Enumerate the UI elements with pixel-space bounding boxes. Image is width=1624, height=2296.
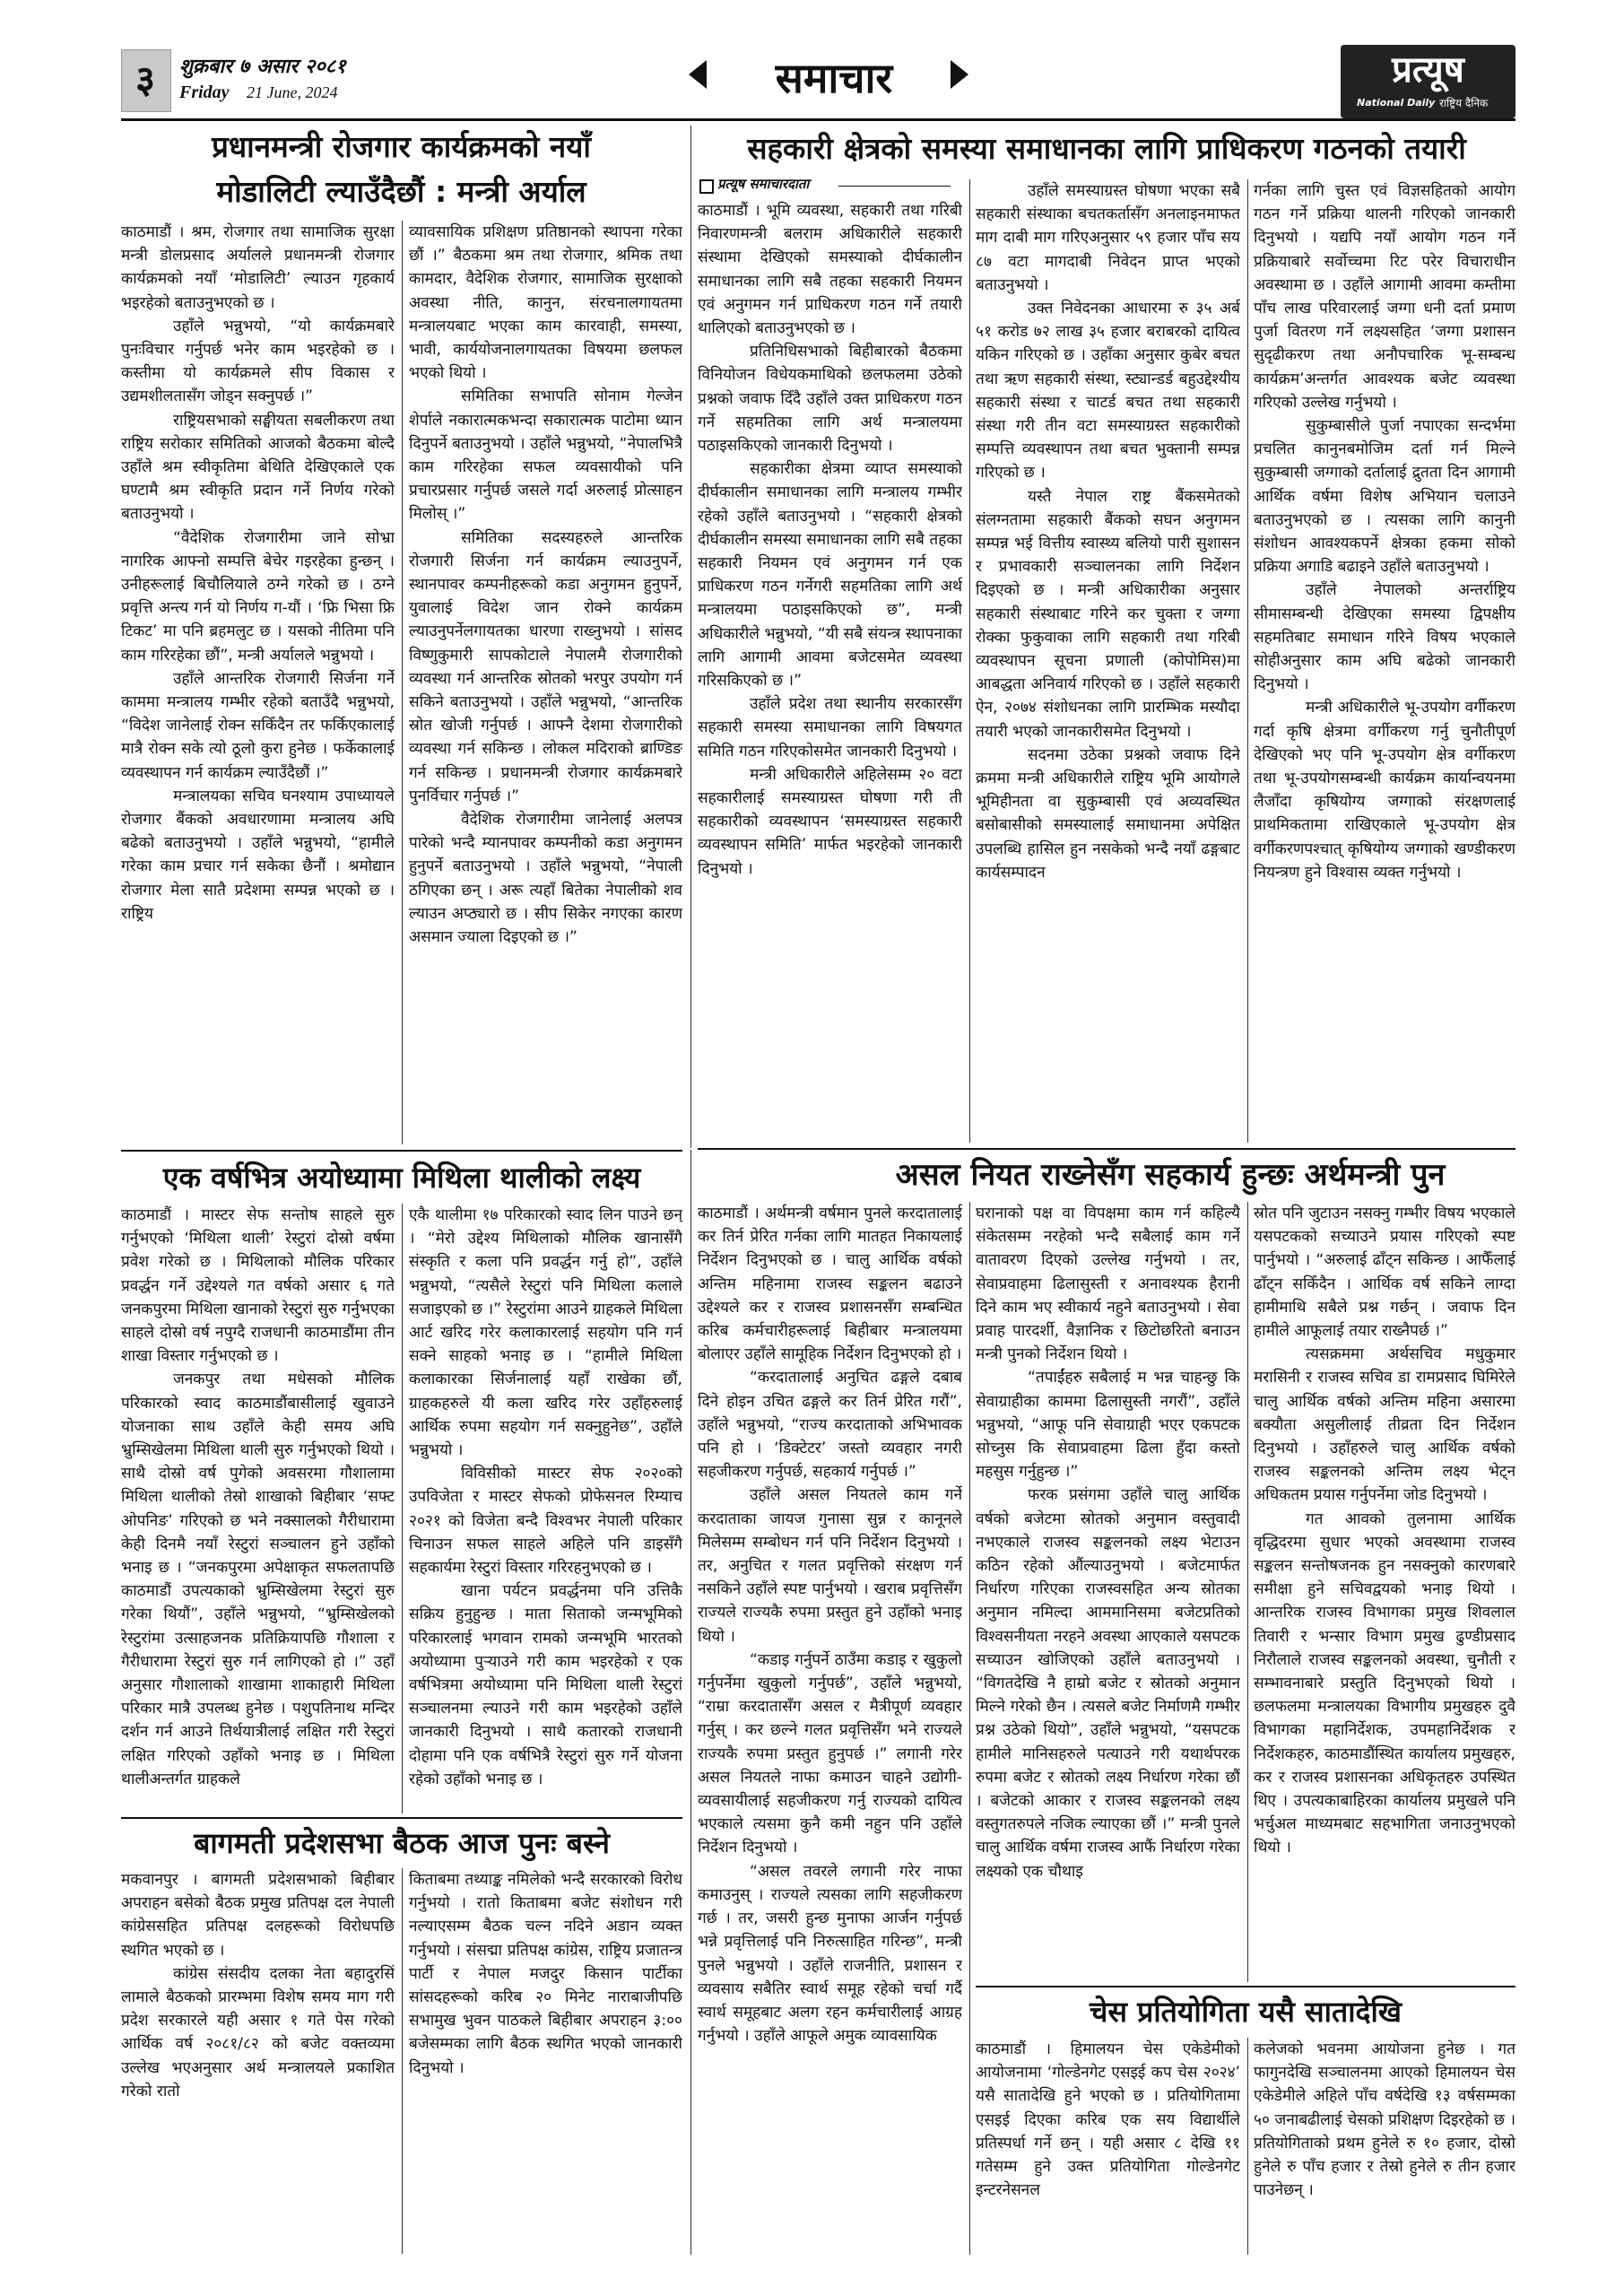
masthead-rule	[121, 118, 1515, 121]
paragraph: काठमाडौं । मास्टर सेफ सन्तोष साहले सुरु गर्नुभएको ‘मिथिला थाली’ रेस्टुरां दोस्रो वर्षमा प्रवेश गरेको छ । मिथिलाको मौलिक परिकार प्रवर्द्धन गर्ने उद्देश्यले गत वर्षको असार ६ गते जनकपुरमा मिथिला खानाको रेस्टुरां सुरु गर्नुभएका साहले दोस्रो वर्ष नपुग्दै राजधानी काठमाडौंमा तीन शाखा विस्तार गर्नुभएको छ ।	[121, 1206, 395, 1366]
paragraph: “तपाईंहरु सबैलाई म भन्न चाहन्छु कि सेवाग्राहीका काममा ढिलासुस्ती नगरौं”, उहाँले भन्नुभयो, “आफू पनि सेवाग्राही भएर एकपटक सोच्नुस कि सेवाप्रवाहमा ढिला हुँदा कस्तो महसुस गर्नुहुन्छ ।”	[976, 1369, 1240, 1482]
paragraph: सहकारीका क्षेत्रमा व्याप्त समस्याको दीर्घकालीन समाधानका लागि मन्त्रालय गम्भीर रहेको उहाँले बताउनुभयो । “सहकारी क्षेत्रको दीर्घकालीन समस्या समाधानका लागि सबै तहका सहकारी नियमन एवं अनुगमन गर्न एक प्राधिकरण गठन गर्नेगरी सहमतिका लागि अर्थ मन्त्रालयमा पठाइसकिएको छ”, मन्त्री अधिकारीले भन्नुभयो, “यी सबै संयन्त्र स्थापनाका लागि आगामी आवमा बजेटसमेत व्यवस्था गरिसकिएको छ ।”	[698, 460, 962, 691]
paragraph: उहाँले नेपालको अन्तर्राष्ट्रिय सीमासम्बन्धी देखिएका समस्या द्विपक्षीय सहमतिबाट समाधान गरिने विषय भएकाले सोहीअनुसार काम अघि बढेको जानकारी दिनुभयो ।	[1254, 581, 1515, 694]
article4-headline: बागमती प्रदेशसभा बैठक आज पुनः बस्ने	[194, 1826, 610, 1860]
article3-column-1	[121, 1204, 395, 1813]
paragraph: “असल तवरले लगानी गरेर नाफा कमाउनुस् । राज्यले त्यसका लागि सहजीकरण गर्छ । तर, जसरी हुन्छ मुनाफा आर्जन गर्नुपर्छ भन्ने प्रवृत्तिलाई पनि निरुत्साहित गरिन्छ”, मन्त्री पुनले भन्नुभयो । उहाँले राजनीति, प्रशासन र व्यवसाय सबैतिर स्वार्थ समूह रहेको चर्चा गर्दै स्वार्थ समूहबाट अलग रहन कर्मचारीलाई आग्रह गर्नुभयो । उहाँले आफूले अमुक व्यावसायिक	[698, 1862, 962, 2046]
article5-column-1	[698, 1202, 962, 2255]
article3-column-2	[409, 1204, 682, 1813]
logo-sub-left: National Daily	[1357, 97, 1436, 109]
column-divider	[969, 1202, 970, 2255]
paragraph: समितिका सभापति सोनाम गेल्जेन शेर्पाले नकारात्मकभन्दा सकारात्मक पाटोमा ध्यान दिनुपर्ने बताउनुभयो । उहाँले भन्नुभयो, “नेपालभित्रै काम गरिरहेका सफल व्यवसायीको पनि प्रचारप्रसार गर्नुपर्छ जसले गर्दा अरुलाई प्रोत्साहन मिलोस् ।”	[409, 387, 682, 524]
article1-headline-line1: प्रधानमन्त्री रोजगार कार्यक्रमको नयाँ	[212, 129, 591, 164]
paragraph: काठमाडौं । श्रम, रोजगार तथा सामाजिक सुरक्षा मन्त्री डोलप्रसाद अर्यालले प्रधानमन्त्री रोजगार कार्यक्रमको नयाँ ‘मोडालिटी’ ल्याउन गृहकार्य भइरहेको बताउनुभएको छ ।	[121, 223, 395, 312]
article6-column-2	[1254, 2038, 1515, 2255]
paragraph: जनकपुर तथा मधेसको मौलिक परिकारको स्वाद काठमाडौंबासीलाई खुवाउने योजनाका साथ उहाँले केही समय अघि भ्रुम्सिखेलमा मिथिला थाली सुरु गर्नुभएको थियो । साथै दोस्रो वर्ष पुगेको अवसरमा गौशालामा मिथिला थालीको तेस्रो शाखाको बिहीबार ‘सफ्ट ओपनिङ’ गरिएको छ भने नक्सालको गैरीधारामा केही दिनमै नयाँ रेस्टुरां सञ्चालन हुने उहाँको भनाइ छ । “जनकपुरमा अपेक्षाकृत सफलतापछि काठमाडौं उपत्यकाको भ्रुम्सिखेलमा रेस्टुरां सुरु गरेका थियौं”, उहाँले भन्नुभयो, “भ्रुम्सिखेलको रेस्टुरांमा उत्साहजनक प्रतिक्रियापछि गौशाला र गैरीधारामा रेस्टुरां सुरु गर्न लागिएको हो ।” उहाँ अनुसार गौशालाको शाखामा शाकाहारी मिथिला परिकार मात्रै उपलब्ध हुनेछ । पशुपतिनाथ मन्दिर दर्शन गर्न आउने तिर्थयात्रीलाई लक्षित गरी रेस्टुरां लक्षित गरिएको उहाँको भनाइ छ । मिथिला थालीअन्तर्गत ग्राहकले	[121, 1370, 395, 1788]
article6-headline: चेस प्रतियोगिता यसै सातादेखि	[1090, 1995, 1402, 2029]
paragraph: स्रोत पनि जुटाउन नसक्नु गम्भीर विषय भएकाले यसपटकको सच्याउने प्रयास गरिएको स्पष्ट पार्नुभयो । “अरुलाई ढाँट्न सकिन्छ । आफैँलाई ढाँट्न सकिँदैन । आर्थिक वर्ष सकिने लाग्दा हामीमाथि सबैले प्रश्न गर्छन् । जवाफ दिन हामीले आफूलाई तयार राख्नैपर्छ ।”	[1254, 1205, 1515, 1341]
column-divider	[969, 179, 970, 1143]
paragraph: कांग्रेस संसदीय दलका नेता बहादुरसिं लामाले बैठकको प्रारम्भमा विशेष समय माग गरी प्रदेश सरकारले यही असार १ गते पेस गरेको आर्थिक वर्ष २०८१/८२ को बजेट वक्तव्यमा उल्लेख भएअनुसार अर्थ मन्त्रालयले प्रकाशित गरेको रातो	[121, 1964, 395, 2100]
column-divider	[1247, 179, 1248, 1143]
column-divider	[402, 1868, 403, 2254]
column-divider	[1247, 2038, 1248, 2255]
paragraph: समितिका सदस्यहरुले आन्तरिक रोजगारी सिर्जना गर्न कार्यक्रम ल्याउनुपर्ने, स्थानपावर कम्पनीहरूको कडा अनुगमन हुनुपर्ने, युवालाई विदेश जान रोक्ने कार्यक्रम ल्याउनुपर्नेलगायतका धारणा राख्नुभयो । सांसद विष्णुकुमारी सापकोटाले नेपालमै रोजगारीको व्यवस्था गर्न आन्तरिक स्रोतको भरपुर उपयोग गर्न सकिने बताउनुभयो । उहाँले भन्नुभयो, “आन्तरिक स्रोत खोजी गर्नुपर्छ । आफ्नै देशमा रोजगारीको व्यवस्था गर्न सकिन्छ । लोकल मदिराको ब्राण्डिङ गर्न सकिन्छ । प्रधानमन्त्री रोजगार कार्यक्रमबारे पुनर्विचार गर्नुपर्छ ।”	[409, 528, 682, 805]
paragraph: उहाँले आन्तरिक रोजगारी सिर्जना गर्ने काममा मन्त्रालय गम्भीर रहेको बताउँदै भन्नुभयो, “विदेश जानेलाई रोक्न सकिँदैन तर फर्किएकालाई मात्रै रोक्न सके त्यो ठूलो कुरा हुनेछ । फर्केकालाई व्यवस्थापन गर्न कार्यक्रम ल्याउँदैछौं ।”	[121, 669, 395, 782]
paragraph: कलेजको भवनमा आयोजना हुनेछ । गत फागुनदेखि सञ्चालनमा आएको हिमालयन चेस एकेडेमीले अहिले पाँच वर्षदेखि १३ वर्षसम्मका ५० जनाबढीलाई चेसको प्रशिक्षण दिइरहेको छ । प्रतियोगिताको प्रथम हुनेले रु १० हजार, दोस्रो हुनेले रु पाँच हजार र तेस्रो हुनेले रु तीन हजार पाउनेछन् ।	[1254, 2040, 1515, 2200]
paragraph: काठमाडौं । अर्थमन्त्री वर्षमान पुनले करदातालाई कर तिर्न प्रेरित गर्नका लागि मातहत निकायलाई निर्देशन दिनुभएको छ । चालु आर्थिक वर्षको अन्तिम महिनामा राजस्व सङ्कलन बढाउने उद्देश्यले कर र राजस्व प्रशासनसँग सम्बन्धित करिब कर्मचारीहरूलाई बिहीबार मन्त्रालयमा बोलाएर उहाँले सामूहिक निर्देशन दिनुभएको हो ।	[698, 1205, 962, 1364]
date-english-day: Friday	[179, 83, 230, 102]
paragraph: “करदातालाई अनुचित ढङ्गले दबाब दिने होइन उचित ढङ्गले कर तिर्न प्रेरित गरौं”, उहाँले भन्नुभयो, “राज्य करदाताको अभिभावक पनि हो । ‘डिक्टेटर’ जस्तो व्यवहार नगरी सहजीकरण गर्नुपर्छ, सहकार्य गर्नुपर्छ ।”	[698, 1369, 962, 1482]
paragraph: त्यसक्रममा अर्थसचिव मधुकुमार मरासिनी र राजस्व सचिव डा रामप्रसाद घिमिरेले चालु आर्थिक वर्षको अन्तिम महिना असारमा बक्यौता असुलीलाई तीव्रता दिन निर्देशन दिनुभयो । उहाँहरुले चालु आर्थिक वर्षको राजस्व सङ्कलनको अन्तिम लक्ष्य भेट्न अधिकतम प्रयास गर्नुपर्नेमा जोड दिनुभयो ।	[1254, 1345, 1515, 1505]
section-rule	[121, 1150, 682, 1152]
article1-column-2	[409, 221, 682, 1144]
logo-text: प्रत्यूष	[1392, 48, 1464, 91]
article4-column-2	[409, 1868, 682, 2254]
paragraph: मन्त्री अधिकारीले अहिलेसम्म २० वटा सहकारीलाई समस्याग्रस्त घोषणा गरी ती सहकारीको व्यवस्थापन ‘समस्याग्रस्त सहकारी व्यवस्थापन समिति’ मार्फत भइरहेको जानकारी दिनुभयो ।	[698, 765, 962, 878]
column-divider	[402, 221, 403, 1144]
paragraph: काठमाडौं । भूमि व्यवस्था, सहकारी तथा गरिबी निवारणमन्त्री बलराम अधिकारीले सहकारी संस्थामा देखिएको समस्याको दीर्घकालीन समाधानका लागि सबै तहका सहकारी नियमन एवं अनुगमन गर्न प्राधिकरण गठन गर्ने तयारी थालिएको बताउनुभएको छ ।	[698, 202, 962, 338]
paragraph: किताबमा तथ्याङ्क नमिलेको भन्दै सरकारको विरोध गर्नुभयो । रातो किताबमा बजेट संशोधन गरी नल्याएसम्म बैठक चल्न नदिने अडान व्यक्त गर्नुभयो । संसद्मा प्रतिपक्ष कांग्रेस, राष्ट्रिय प्रजातन्त्र पार्टी र नेपाल मजदुर किसान पार्टीका सांसदहरूको करिब २० मिनेट नाराबाजीपछि सभामुख भुवन पाठकले बिहीबार अपराहन ३:०० बजेसम्मका लागि बैठक स्थगित भएको जानकारी दिनुभयो ।	[409, 1871, 682, 2077]
section-left-arrow-icon	[689, 60, 707, 89]
section-right-arrow-icon	[951, 60, 968, 89]
article2-column-1	[698, 199, 962, 1143]
paragraph: व्यावसायिक प्रशिक्षण प्रतिष्ठानको स्थापना गरेका छौं ।” बैठकमा श्रम तथा रोजगार, श्रमिक तथा कामदार, वैदेशिक रोजगार, सामाजिक सुरक्षाको अवस्था नीति, कानुन, संरचनालगायतमा मन्त्रालयबाट भएका काम कारवाही, समस्या, भावी, कार्ययोजनालगायतका विषयमा छलफल भएको थियो ।	[409, 223, 682, 383]
section-rule	[698, 1148, 1515, 1150]
paragraph: गर्नका लागि चुस्त एवं विज्ञसहितको आयोग गठन गर्ने प्रक्रिया थालनी गरिएको जानकारी दिनुभयो । यद्यपि नयाँ आयोग गठन गर्ने प्रक्रियाबारे सर्वोच्चमा रिट परेर विचाराधीन अवस्थामा छ । उहाँले आगामी आवमा कम्तीमा पाँच लाख परिवारलाई जग्गा धनी दर्ता प्रमाण पुर्जा वितरण गर्ने लक्ष्यसहित ‘जग्गा प्रशासन सुदृढीकरण तथा अनौपचारिक भू-सम्बन्ध कार्यक्रम’अन्तर्गत आवश्यक बजेट व्यवस्था गरिएको उल्लेख गर्नुभयो ।	[1254, 182, 1515, 412]
article4-column-1	[121, 1868, 395, 2254]
article3-headline: एक वर्षभित्र अयोध्यामा मिथिला थालीको लक्ष्य	[162, 1161, 641, 1195]
section-divider	[690, 126, 691, 1148]
paragraph: मकवानपुर । बागमती प्रदेशसभाको बिहीबार अपराहन बसेको बैठक प्रमुख प्रतिपक्ष दल नेपाली कांग्रेससहित प्रतिपक्ष दलहरूको विरोधपछि स्थगित भएको छ ।	[121, 1871, 395, 1960]
article1-headline-line2: मोडालिटी ल्याउँदैछौं : मन्त्री अर्याल	[216, 174, 586, 209]
article2-byline: प्रत्यूष समाचारदाता	[717, 176, 810, 192]
paragraph: वैदेशिक रोजगारीमा जानेलाई अलपत्र पारेको भन्दै म्यानपावर कम्पनीको कडा अनुगमन हुनुपर्ने बताउनुभयो । उहाँले भन्नुभयो, “नेपाली ठगिएका छन् । अरू त्यहाँ बितेका नेपालीको शव ल्याउन अप्ठ्यारो छ । सीप सिकेर नगएका कारण असमान ज्याला दिइएको छ ।”	[409, 811, 682, 947]
column-divider	[402, 1204, 403, 1813]
logo-sub-right: राष्ट्रिय दैनिक	[1439, 97, 1489, 109]
article6-column-1	[976, 2038, 1240, 2255]
paragraph: यस्तै नेपाल राष्ट्र बैंकसमेतको संलग्नतामा सहकारी बैंकको सघन अनुगमन सम्पन्न भई वित्तीय स्वास्थ्य बलियो पारी सुशासन र प्रभावकारी सञ्चालनका लागि निर्देशन दिइएको छ । मन्त्री अधिकारीका अनुसार सहकारी संस्थाबाट गरिने कर चुक्ता र जग्गा रोक्का फुकुवाका लागि सहकारी तथा गरिबी व्यवस्थापन सूचना प्रणाली (कोपोमिस)मा आबद्धता अनिवार्य गरिएको छ । उहाँले सहकारी ऐन, २०७४ संशोधनका लागि प्रारम्भिक मस्यौदा तयारी भएको जानकारीसमेत दिनुभयो ।	[976, 487, 1240, 741]
paragraph: विविसीको मास्टर सेफ २०२०को उपविजेता र मास्टर सेफको प्रोफेसनल रिम्याच २०२१ को विजेता बन्दै विश्वभर नेपाली परिकार चिनाउन सफल साहले अहिले पनि डाइसँगै सहकार्यमा रेस्टुरां विस्तार गरिरहनुभएको छ ।	[409, 1465, 682, 1578]
paragraph: सुकुम्बासीले पुर्जा नपाएका सन्दर्भमा प्रचलित कानुनबमोजिम दर्ता गर्न मिल्ने सुकुम्बासी जग्गाको दर्तालाई द्रुतता दिन आगामी आर्थिक वर्षमा विशेष अभियान चलाउने बताउनुभएको छ । त्यसका लागि कानुनी संशोधन आवश्यकपर्ने क्षेत्रका हकमा सोको प्रक्रिया अगाडि बढाइने उहाँले बताउनुभयो ।	[1254, 417, 1515, 577]
paragraph: प्रतिनिधिसभाको बिहीबारको बैठकमा विनियोजन विधेयकमाथिको छलफलमा उठेको प्रश्नको जवाफ दिँदै उहाँले उक्त प्राधिकरण गठन गर्ने सहमतिका लागि अर्थ मन्त्रालयमा पठाइसकिएको जानकारी दिनुभयो ।	[698, 343, 962, 456]
paragraph: उहाँले भन्नुभयो, “यो कार्यक्रमबारे पुनःविचार गर्नुपर्छ भनेर काम भइरहेको छ । कस्तीमा यो कार्यक्रमले सीप विकास र उद्यमशीलतासँग जोड्न सक्नुपर्छ ।”	[121, 317, 395, 406]
paragraph: उहाँले असल नियतले काम गर्ने करदाताका जायज गुनासा सुन्न र कानूनले मिलेसम्म सम्बोधन गर्न पनि निर्देशन दिनुभयो । तर, अनुचित र गलत प्रवृत्तिको संरक्षण गर्न नसकिने उहाँले स्पष्ट पार्नुभयो । खराब प्रवृत्तिसँग राज्यले राज्यकै रुपमा प्रस्तुत हुने उहाँको भनाइ थियो ।	[698, 1486, 962, 1646]
paragraph: उहाँले प्रदेश तथा स्थानीय सरकारसँग सहकारी समस्या समाधानका लागि विषयगत समिति गठन गरिएकोसमेत जानकारी दिनुभयो ।	[698, 695, 962, 761]
section-title: समाचार	[775, 54, 893, 102]
section-divider	[690, 1150, 691, 2255]
article2-headline: सहकारी क्षेत्रको समस्या समाधानका लागि प्राधिकरण गठनको तयारी	[747, 131, 1466, 166]
paragraph: मन्त्रालयका सचिव घनश्याम उपाध्यायले रोजगार बैंकको अवधारणामा मन्त्रालय अघि बढेको बताउनुभयो । उहाँले भन्नुभयो, “हामीले गरेका काम प्रचार गर्न सकेका छैनौं । श्रमोद्यान रोजगार मेला सातै प्रदेशमा सम्पन्न भएको छ । राष्ट्रिय	[121, 787, 395, 923]
paragraph: मन्त्री अधिकारीले भू-उपयोग वर्गीकरण गर्दा कृषि क्षेत्रमा वर्गीकरण गर्नु चुनौतीपूर्ण देखिएको भए पनि भू-उपयोग क्षेत्र वर्गीकरण तथा भू-उपयोगसम्बन्धी कार्यक्रम कार्यान्वयनमा लैजाँदा कृषियोग्य जग्गाको संरक्षणलाई प्राथमिकतामा राखिएकाले भू-उपयोग क्षेत्र वर्गीकरणपश्चात् कृषियोग्य जग्गाको खण्डीकरण नियन्त्रण हुने विश्वास व्यक्त गर्नुभयो ।	[1254, 699, 1515, 882]
page-number: ३	[135, 57, 155, 101]
article5-column-3	[1254, 1202, 1515, 1982]
article1-column-1	[121, 221, 395, 1144]
date-english: 21 June, 2024	[247, 83, 338, 101]
byline-rule	[838, 186, 951, 187]
section-rule	[121, 1817, 682, 1819]
section-rule	[976, 1986, 1515, 1987]
date-nepali: शुक्रबार ७ असार २०८१	[179, 56, 346, 78]
paragraph: घरानाको पक्ष वा विपक्षमा काम गर्न कहिल्यै संकेतसम्म नरहेको भन्दै सबैलाई काम गर्ने वातावरण दिएको उल्लेख गर्नुभयो । तर, सेवाप्रवाहमा ढिलासुस्ती र अनावश्यक हैरानी दिने काम भए स्वीकार्य नहुने बताउनुभयो । सेवा प्रवाह पारदर्शी, वैज्ञानिक र छिटोछरितो बनाउन मन्त्री पुनको निर्देशन थियो ।	[976, 1205, 1240, 1364]
paragraph: उक्त निवेदनका आधारमा रु ३५ अर्ब ५१ करोड ७२ लाख ३५ हजार बराबरको दायित्व यकिन गरिएको छ । उहाँका अनुसार कुबेर बचत तथा ऋण सहकारी संस्था, स्ट्यान्डर्ड बहुउद्देश्यीय सहकारी संस्था र चाटर्ड बचत तथा सहकारी संस्था गरी तीन वटा समस्याग्रस्त सहकारीको सम्पत्ति व्यवस्थापन तथा बचत भुक्तानी सम्पन्न गरिएको छ ।	[976, 300, 1240, 483]
article2-column-2	[976, 179, 1240, 1143]
logo	[1341, 45, 1515, 118]
column-divider	[1247, 1202, 1248, 1982]
paragraph: फरक प्रसंगमा उहाँले चालु आर्थिक वर्षको बजेटमा स्रोतको अनुमान वस्तुवादी नभएकाले राजस्व सङ्कलनको लक्ष्य भेटाउन कठिन रहेको औंल्याउनुभयो । बजेटमार्फत निर्धारण गरिएका राजस्वसहित अन्य स्रोतका अनुमान नमिल्दा आममानिसमा बजेटप्रतिको विश्वसनीयता नरहने अवस्था आएकाले यसपटक सच्याउन खोजिएको उहाँले बताउनुभयो । “विगतदेखि नै हाम्रो बजेट र स्रोतको अनुमान मिल्ने गरेको छैन । त्यसले बजेट निर्माणमै गम्भीर प्रश्न उठेको थियो”, उहाँले भन्नुभयो, “यसपटक हामीले मानिसहरुले पत्याउने गरी यथार्थपरक रुपमा बजेट र स्रोतको लक्ष्य निर्धारण गरेका छौं । बजेटको आकार र राजस्व सङ्कलनको लक्ष्य वस्तुगतरुपले नजिक ल्याएका छौं ।” मन्त्री पुनले चालु आर्थिक वर्षमा राजस्व आफैं निर्धारण गरेका लक्ष्यको एक चौथाइ	[976, 1486, 1240, 1881]
article5-column-2	[976, 1202, 1240, 1982]
byline-checkbox-icon	[699, 179, 714, 194]
paragraph: एकै थालीमा १७ परिकारको स्वाद लिन पाउने छन् । “मेरो उद्देश्य मिथिलाको मौलिक खानासँगै संस्कृति र कला पनि प्रवर्द्धन गर्नु हो”, उहाँले भन्नुभयो, “त्यसैले रेस्टुरां पनि मिथिला कलाले सजाइएको छ ।” रेस्टुरांमा आउने ग्राहकले मिथिला आर्ट खरिद गरेर कलाकारलाई सहयोग पनि गर्न सक्ने साहको भनाइ छ । “हामीले मिथिला कलाकारका सिर्जनालाई यहाँ राखेका छौं, ग्राहकहरुले यी कला खरिद गरेर उहाँहरुलाई आर्थिक रुपमा सहयोग गर्न सक्नुहुनेछ”, उहाँले भन्नुभयो ।	[409, 1206, 682, 1460]
article5-headline: असल नियत राख्नेसँग सहकार्य हुन्छः अर्थमन्त्री पुन	[895, 1157, 1446, 1193]
paragraph: “कडाइ गर्नुपर्ने ठाउँमा कडाइ र खुकुलो गर्नुपर्नेमा खुकुलो गर्नुपर्छ”, उहाँले भन्नुभयो, “राम्रा करदातासँग असल र मैत्रीपूर्ण व्यवहार गर्नुस् । कर छल्ने गलत प्रवृत्तिसँग भने राज्यले राज्यकै रुपमा प्रस्तुत हुनुपर्छ ।” लगानी गरेर असल नियतले नाफा कमाउन चाहने उद्योगी-व्यवसायीलाई सहजीकरण गर्नु राज्यको दायित्व भएकाले त्यसमा कुनै कमी नहुन पनि उहाँले निर्देशन दिनुभयो ।	[698, 1650, 962, 1857]
paragraph: राष्ट्रियसभाको सङ्घीयता सबलीकरण तथा राष्ट्रिय सरोकार समितिको आजको बैठकमा बोल्दै उहाँले श्रम स्वीकृतिमा बेथिति देखिएकाले एक घण्टामै श्रम स्वीकृति प्रदान गर्ने निर्णय गरेको बताउनुभयो ।	[121, 411, 395, 524]
article2-column-3	[1254, 179, 1515, 1143]
paragraph: काठमाडौं । हिमालयन चेस एकेडेमीको आयोजनामा ‘गोल्डेनगेट एसइई कप चेस २०२४’ यसै सातादेखि हुने भएको छ । प्रतियोगितामा एसइई दिएका करिब एक सय विद्यार्थीले प्रतिस्पर्धा गर्ने छन् । यही असार ८ देखि ११ गतेसम्म हुने उक्त प्रतियोगिता गोल्डेनगेट इन्टरनेसनल	[976, 2040, 1240, 2200]
paragraph: खाना पर्यटन प्रवर्द्धनमा पनि उत्तिकै सक्रिय हुनुहुन्छ । माता सिताको जन्मभूमिको परिकारलाई भगवान रामको जन्मभूमि भारतको अयोध्यामा पुऱ्याउने गरी काम भइरहेको र एक वर्षभित्रमा अयोध्यामा पनि मिथिला थाली रेस्टुरां सञ्चालनमा ल्याउने गरी काम भइरहेको उहाँले जानकारी दिनुभयो । साथै कतारको राजधानी दोहामा पनि एक वर्षभित्रै रेस्टुरां सुरु गर्ने योजना रहेको उहाँको भनाइ छ ।	[409, 1582, 682, 1788]
paragraph: “वैदेशिक रोजगारीमा जाने सोभ्रा नागरिक आफ्नो सम्पत्ति बेचेर गइरहेका हुन्छन् । उनीहरूलाई बिचौलियाले ठग्ने गरेको छ । ठग्ने प्रवृत्ति अन्त्य गर्न यो निर्णय ग-यौं । ‘फ्रि भिसा फ्रि टिकट’ मा पनि ब्रहमलुट छ । यसको नीतिमा पनि काम गरिरहेका छौं”, मन्त्री अर्यालले भन्नुभयो ।	[121, 528, 395, 665]
paragraph: सदनमा उठेका प्रश्नको जवाफ दिने क्रममा मन्त्री अधिकारीले राष्ट्रिय भूमि आयोगले भूमिहीनता वा सुकुम्बासी एवं अव्यवस्थित बसोबासीको समस्यालाई समाधानमा अपेक्षित उपलब्धि हासिल हुन नसकेको भन्दै नयाँ ढङ्गबाट कार्यसम्पादन	[976, 745, 1240, 882]
paragraph: उहाँले समस्याग्रस्त घोषणा भएका सबै सहकारी संस्थाका बचतकर्तासँग अनलाइनमाफत माग दाबी माग गरिएअनुसार ५९ हजार पाँच सय ८७ वटा मागदाबी निवेदन प्राप्त भएको बताउनुभयो ।	[976, 182, 1240, 294]
paragraph: गत आवको तुलनामा आर्थिक वृद्धिदरमा सुधार भएको अवस्थामा राजस्व सङ्कलन सन्तोषजनक हुन नसक्नुको कारणबारे समीक्षा हुने सचिवद्वयको भनाइ थियो । आन्तरिक राजस्व विभागका प्रमुख शिवलाल तिवारी र भन्सार विभाग प्रमुख ढुण्डीप्रसाद निरौलाले राजस्व सङ्कलनको अवस्था, चुनौती र सम्भावनाबारे प्रस्तुति दिनुभएको थियो । छलफलमा मन्त्रालयका विभागीय प्रमुखहरु दुवै विभागका महानिर्देशक, उपमहानिर्देशक र निर्देशकहरु, काठमाडौंस्थित कार्यालय प्रमुखहरु, कर र राजस्व प्रशासनका अधिकृतहरु उपस्थित थिए । उपत्यकाबाहिरका कार्यालय प्रमुखले पनि भर्चुअल माध्यमबाट सहभागिता जनाउनुभएको थियो ।	[1254, 1509, 1515, 1857]
